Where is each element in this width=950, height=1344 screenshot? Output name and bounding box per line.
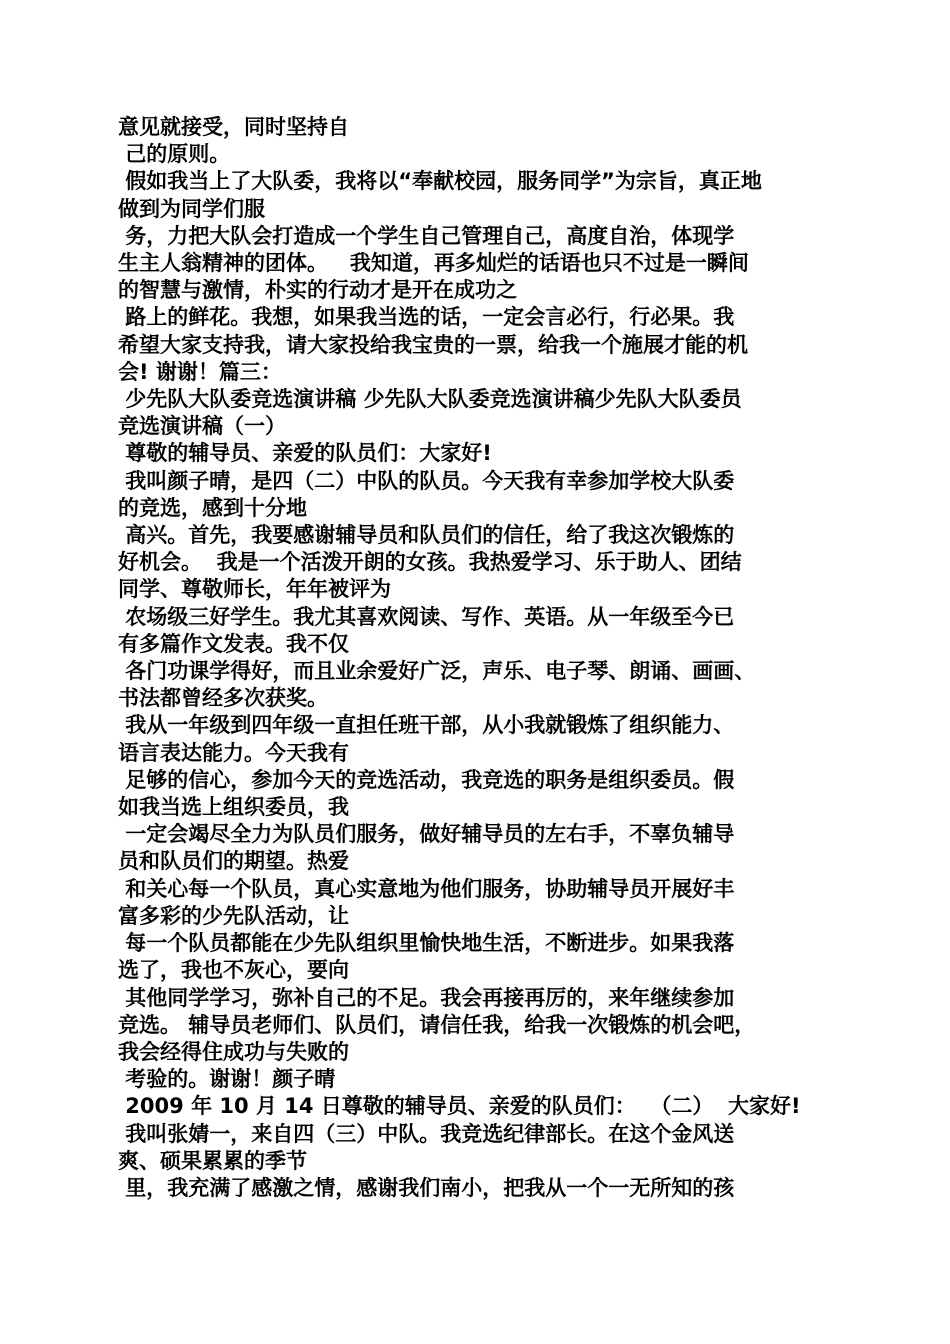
text-line: 足够的信心，参加今天的竞选活动，我竞选的职务是组织委员。假 xyxy=(118,767,735,792)
text-line: 富多彩的少先队活动，让 xyxy=(118,903,349,928)
text-line: 己的原则。 xyxy=(118,142,231,167)
text-line: 农场级三好学生。我尤其喜欢阅读、写作、英语。从一年级至今已 xyxy=(118,604,735,629)
text-line: 假如我当上了大队委，我将以“奉献校园，服务同学”为宗旨，真正地 xyxy=(118,169,762,194)
text-line: 如我当选上组织委员，我 xyxy=(118,795,349,820)
text-line: 有多篇作文发表。我不仅 xyxy=(118,631,349,656)
text-line: 的竞选，感到十分地 xyxy=(118,495,307,520)
text-line: 考验的。谢谢！颜子晴 xyxy=(118,1067,336,1092)
text-line: 竞选演讲稿（一） xyxy=(118,414,286,439)
text-line: 语言表达能力。今天我有 xyxy=(118,740,349,765)
text-line: 我叫颜子晴，是四（二）中队的队员。今天我有幸参加学校大队委 xyxy=(118,468,735,493)
text-line: 高兴。首先，我要感谢辅导员和队员们的信任，给了我这次锻炼的 xyxy=(118,523,735,548)
text-line: 一定会竭尽全力为队员们服务，做好辅导员的左右手，不辜负辅导 xyxy=(118,822,735,847)
text-line: 生主人翁精神的团体。 我知道，再多灿烂的话语也只不过是一瞬间 xyxy=(118,251,749,276)
text-line: 我会经得住成功与失败的 xyxy=(118,1039,349,1064)
text-line: 务，力把大队会打造成一个学生自己管理自己，高度自治，体现学 xyxy=(118,223,735,248)
text-line: 意见就接受，同时坚持自 xyxy=(118,115,349,139)
text-line: 里，我充满了感激之情，感谢我们南小，把我从一个一无所知的孩 xyxy=(118,1175,735,1200)
text-line: 会! 谢谢！篇三： xyxy=(118,359,282,384)
text-line: 做到为同学们服 xyxy=(118,196,265,221)
text-line: 好机会。 我是一个活泼开朗的女孩。我热爱学习、乐于助人、团结 xyxy=(118,550,742,575)
text-line: 书法都曾经多次获奖。 xyxy=(118,686,328,711)
text-line: 我叫张婧一，来自四（三）中队。我竞选纪律部长。在这个金风送 xyxy=(118,1121,735,1146)
text-line: 和关心每一个队员，真心实意地为他们服务，协助辅导员开展好丰 xyxy=(118,876,735,901)
text-line: 其他同学学习，弥补自己的不足。我会再接再厉的，来年继续参加 xyxy=(118,985,735,1010)
text-line: 爽、硕果累累的季节 xyxy=(118,1148,307,1173)
text-line: 希望大家支持我，请大家投给我宝贵的一票，给我一个施展才能的机 xyxy=(118,332,748,357)
text-line: 尊敬的辅导员、亲爱的队员们：大家好! xyxy=(118,441,492,466)
text-line: 我从一年级到四年级一直担任班干部，从小我就锻炼了组织能力、 xyxy=(118,713,735,738)
text-line: 各门功课学得好，而且业余爱好广泛，声乐、电子琴、朗诵、画画、 xyxy=(118,659,756,684)
text-line: 路上的鲜花。我想，如果我当选的话，一定会言必行，行必果。我 xyxy=(118,305,735,330)
text-line: 同学、尊敬师长，年年被评为 xyxy=(118,577,391,602)
text-line: 员和队员们的期望。热爱 xyxy=(118,849,349,874)
text-line: 的智慧与激情，朴实的行动才是开在成功之 xyxy=(118,278,517,303)
document-body xyxy=(118,114,838,1202)
text-line: 选了，我也不灰心，要向 xyxy=(118,958,349,983)
text-line: 2009 年 10 月 14 日尊敬的辅导员、亲爱的队员们： （二） 大家好! xyxy=(118,1094,801,1119)
text-line: 少先队大队委竞选演讲稿 少先队大队委竞选演讲稿少先队大队委员 xyxy=(118,387,742,412)
text-line: 每一个队员都能在少先队组织里愉快地生活，不断进步。如果我落 xyxy=(118,931,735,956)
text-line: 竞选。 辅导员老师们、队员们，请信任我，给我一次锻炼的机会吧， xyxy=(118,1012,756,1037)
